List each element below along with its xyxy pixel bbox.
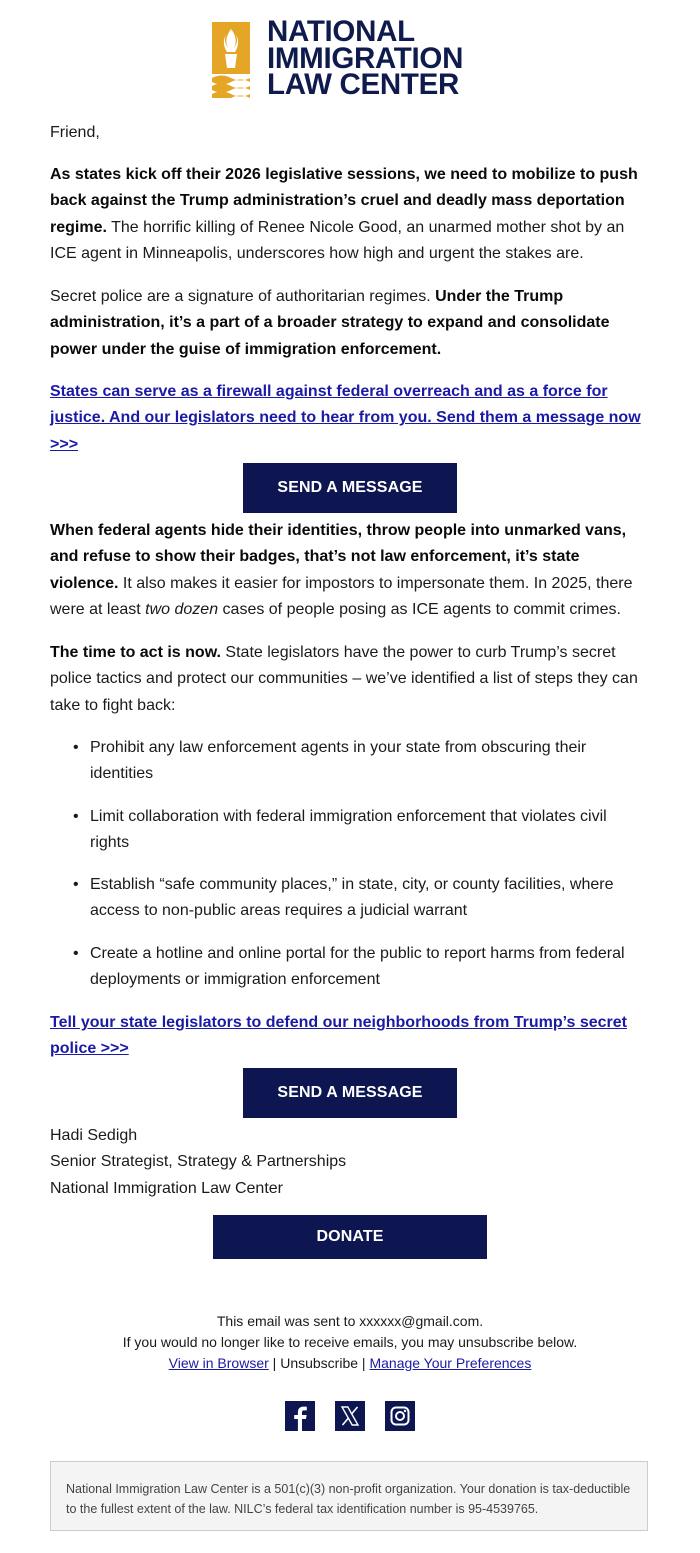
x-icon[interactable] <box>335 1401 365 1431</box>
intro-bold: As states kick off their 2026 legislative sessions, we need to mobilize to push back against the Trump administration’s cruel and deadly mass deportation regime. <box>50 166 638 236</box>
defend-link-paragraph <box>50 1010 650 1063</box>
send-message-link[interactable]: States can serve as a firewall against federal overreach and as a force for justice. And our legislators need to hear from you. Send them a message now >>> <box>50 383 641 453</box>
logo-line-2: IMMIGRATION <box>267 41 464 75</box>
facebook-glyph <box>285 1401 315 1431</box>
footer-separator: | <box>358 1355 370 1371</box>
view-in-browser-link[interactable]: View in Browser <box>168 1355 269 1371</box>
list-item: • Limit collaboration with federal immigration enforcement that violates civil rights <box>50 804 650 857</box>
signature-title: Senior Strategist, Strategy & Partnerships <box>50 1153 347 1171</box>
cta-link-paragraph <box>50 379 650 458</box>
list-item: • Create a hotline and online portal for the public to report harms from federal deployments or immigration enforcement <box>50 941 650 994</box>
state-violence-bold: When federal agents hide their identities, throw people into unmarked vans, and refuse to show their badges, that’s not law enforcement, it’s state violence. <box>50 522 627 592</box>
signature-name: Hadi Sedigh <box>50 1127 138 1144</box>
state-violence-italic: two dozen <box>145 600 219 618</box>
unsubscribe-note: If you would no longer like to receive emails, you may unsubscribe below. <box>122 1334 578 1350</box>
list-item: • Prohibit any law enforcement agents in your state from obscuring their identities <box>50 735 650 788</box>
steps-list-wrapper <box>50 735 650 1009</box>
email-footer <box>0 1311 700 1374</box>
instagram-icon[interactable] <box>385 1401 415 1431</box>
manage-preferences-link[interactable]: Manage Your Preferences <box>369 1355 532 1371</box>
time-to-act-rest: State legislators have the power to curb Trump’s secret police tactics and protect our communities – we’ve identified a list of steps they can take to fight back: <box>50 644 638 714</box>
greeting: Friend, <box>50 124 100 141</box>
secret-police-lead: Secret police are a signature of authoritarian regimes. <box>50 288 436 305</box>
secret-police-paragraph <box>50 284 650 363</box>
torch-icon <box>212 22 250 98</box>
secret-police-bold: Under the Trump administration, it’s a part of a broader strategy to expand and consolidate power under the guise of immigration enforcement. <box>50 288 610 358</box>
state-violence-paragraph <box>50 518 650 623</box>
footer-separator: | <box>268 1355 281 1371</box>
send-message-button[interactable]: SEND A MESSAGE <box>243 463 457 513</box>
x-glyph <box>335 1401 365 1431</box>
intro-rest: The horrific killing of Renee Nicole Good, an unarmed mother shot by an ICE agent in Minneapolis, underscores how high and urgent the stakes are. <box>50 218 625 262</box>
list-item: • Establish “safe community places,” in state, city, or county facilities, where access to non-public areas requires a judicial warrant <box>50 872 650 925</box>
state-violence-rest-1: It also makes it easier for impostors to impersonate them. In 2025, there were at least <box>50 574 633 618</box>
unsubscribe-link[interactable]: Unsubscribe <box>280 1355 359 1371</box>
nilc-logo[interactable] <box>212 15 492 101</box>
tax-disclaimer-text: National Immigration Law Center is a 501(c)(3) non-profit organization. Your donation is tax-deductible to the fullest extent of the law. NILC’s federal tax identification number is 95-4539765. <box>66 1482 631 1516</box>
state-violence-rest-2: cases of people posing as ICE agents to commit crimes. <box>218 600 621 618</box>
logo-line-1: NATIONAL <box>267 15 415 48</box>
defend-neighborhoods-link[interactable]: Tell your state legislators to defend our neighborhoods from Trump’s secret police >>> <box>50 1014 627 1058</box>
time-to-act-paragraph <box>50 640 650 719</box>
intro-paragraph <box>50 162 650 267</box>
footer-links <box>0 1353 700 1374</box>
logo-wordmark <box>267 15 464 101</box>
donate-button[interactable]: DONATE <box>213 1215 487 1259</box>
signature <box>50 1123 650 1202</box>
sent-to-text: This email was sent to xxxxxx@gmail.com. <box>216 1313 484 1329</box>
logo-line-3: LAW CENTER <box>267 68 460 101</box>
facebook-icon[interactable] <box>285 1401 315 1431</box>
signature-org: National Immigration Law Center <box>50 1179 283 1197</box>
send-message-button-2[interactable]: SEND A MESSAGE <box>243 1068 457 1118</box>
steps-list <box>50 735 650 993</box>
instagram-glyph <box>385 1401 415 1431</box>
time-to-act-bold: The time to act is now. <box>50 644 221 661</box>
tax-disclaimer <box>50 1461 648 1531</box>
